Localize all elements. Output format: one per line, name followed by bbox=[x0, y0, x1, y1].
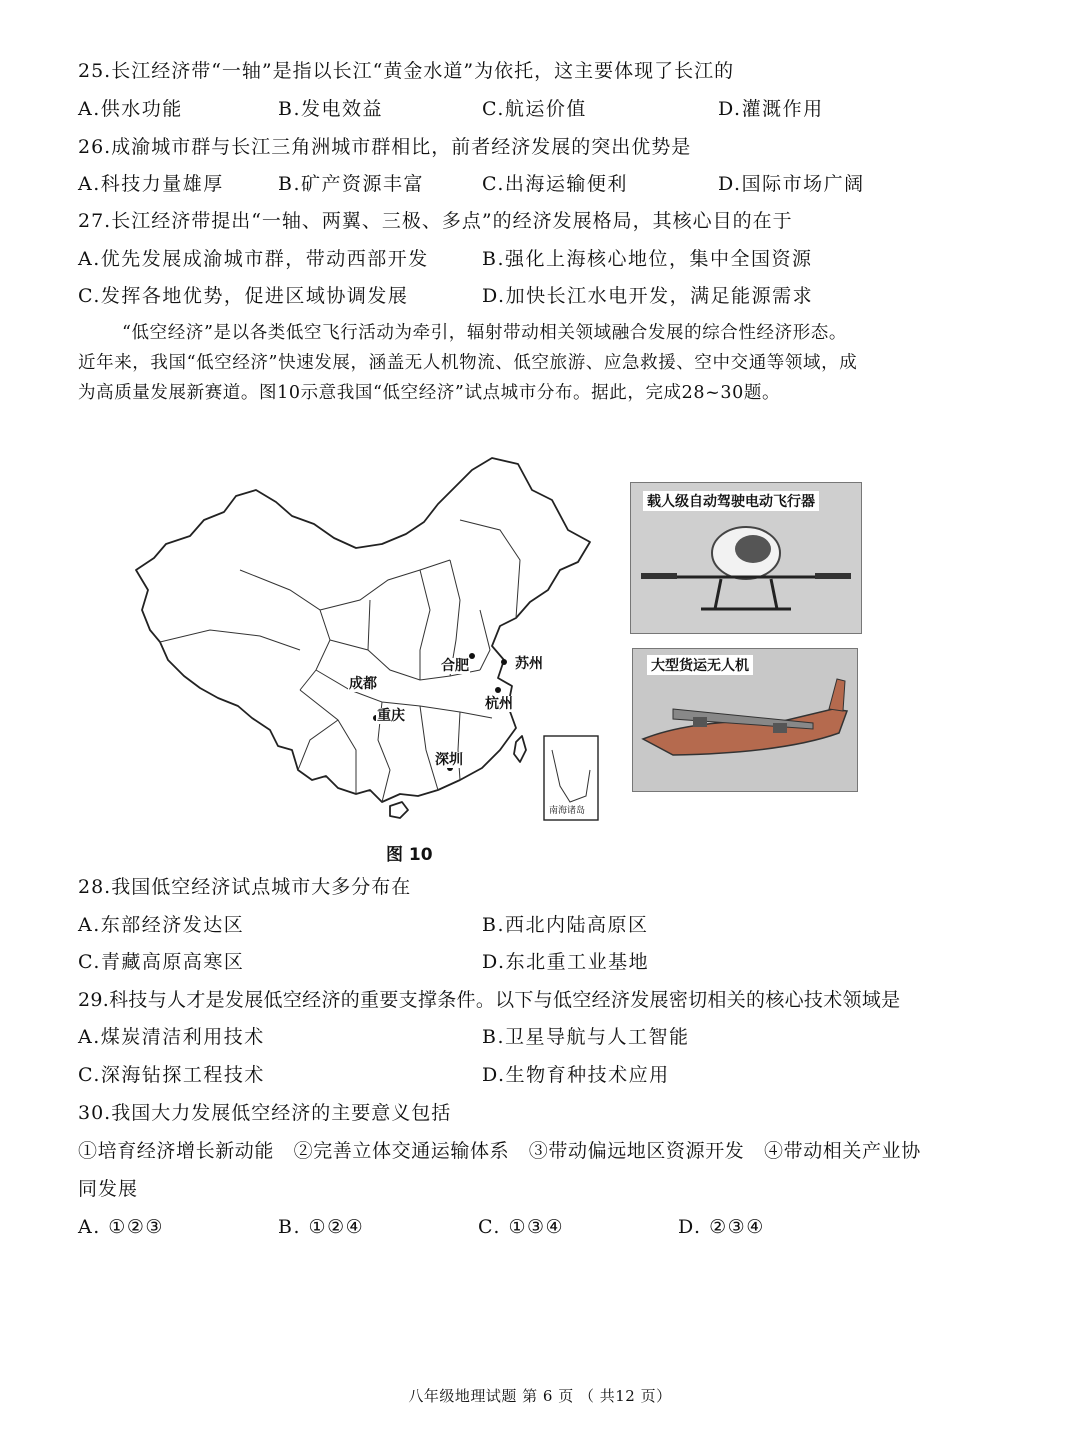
city-label-suzhou: 苏州 bbox=[515, 656, 543, 672]
q27-option-d: D.加快长江水电开发，满足能源需求 bbox=[482, 285, 814, 307]
q27-option-b: B.强化上海核心地位，集中全国资源 bbox=[482, 248, 813, 270]
q29-option-c: C.深海钻探工程技术 bbox=[78, 1064, 265, 1086]
q30-stem: 30.我国大力发展低空经济的主要意义包括 bbox=[78, 1102, 452, 1124]
city-label-chongqing: 重庆 bbox=[377, 708, 405, 724]
q26-option-c: C.出海运输便利 bbox=[482, 173, 628, 195]
q27-option-a: A.优先发展成渝城市群，带动西部开发 bbox=[78, 248, 429, 270]
q25-option-a: A.供水功能 bbox=[78, 98, 183, 120]
intro-line-3: 为高质量发展新赛道。图10示意我国“低空经济”试点城市分布。据此，完成28~30题。 bbox=[78, 383, 781, 403]
inset-label: 南海诸岛 bbox=[549, 806, 586, 816]
q28-option-c: C.青藏高原高寒区 bbox=[78, 951, 245, 973]
city-label-shenzhen: 深圳 bbox=[435, 752, 463, 768]
q30-option-a: A. ①②③ bbox=[78, 1216, 164, 1238]
q27-option-c: C.发挥各地优势，促进区域协调发展 bbox=[78, 285, 409, 307]
q26-option-b: B.矿产资源丰富 bbox=[278, 173, 425, 195]
q26-stem: 26.成渝城市群与长江三角洲城市群相比，前者经济发展的突出优势是 bbox=[78, 136, 692, 158]
q26-option-d: D.国际市场广阔 bbox=[718, 173, 865, 195]
q28-option-b: B.西北内陆高原区 bbox=[482, 914, 649, 936]
q28-stem: 28.我国低空经济试点城市大多分布在 bbox=[78, 876, 412, 898]
q25-stem: 25.长江经济带“一轴”是指以长江“黄金水道”为依托，这主要体现了长江的 bbox=[78, 60, 735, 82]
material-intro bbox=[78, 318, 958, 408]
q29-option-d: D.生物育种技术应用 bbox=[482, 1064, 670, 1086]
q25-option-c: C.航运价值 bbox=[482, 98, 587, 120]
q30-statements-line2: 同发展 bbox=[78, 1178, 139, 1200]
figure-caption: 图 10 bbox=[386, 845, 433, 865]
hainan-island bbox=[390, 802, 408, 818]
q25-option-d: D.灌溉作用 bbox=[718, 98, 824, 120]
photo2-label: 大型货运无人机 bbox=[647, 655, 753, 675]
figure-10 bbox=[120, 450, 880, 870]
intro-line-1: “低空经济”是以各类低空飞行活动为牵引，辐射带动相关领域融合发展的综合性经济形态。 bbox=[122, 323, 847, 343]
q28-option-a: A.东部经济发达区 bbox=[78, 914, 245, 936]
q27-stem: 27.长江经济带提出“一轴、两翼、三极、多点”的经济发展格局，其核心目的在于 bbox=[78, 210, 793, 232]
photo1-label: 载人级自动驾驶电动飞行器 bbox=[643, 491, 819, 511]
q29-stem: 29.科技与人才是发展低空经济的重要支撑条件。以下与低空经济发展密切相关的核心技术领域是 bbox=[78, 989, 901, 1011]
q29-option-b: B.卫星导航与人工智能 bbox=[482, 1026, 690, 1048]
page-footer: 八年级地理试题 第 6 页 （ 共12 页） bbox=[408, 1387, 672, 1405]
photo-evtol bbox=[630, 482, 862, 634]
q25-option-b: B.发电效益 bbox=[278, 98, 384, 120]
china-map bbox=[120, 450, 600, 835]
city-label-chengdu: 成都 bbox=[349, 676, 377, 692]
city-label-hefei: 合肥 bbox=[441, 658, 469, 674]
q26-option-a: A.科技力量雄厚 bbox=[78, 173, 224, 195]
city-label-hangzhou: 杭州 bbox=[485, 696, 513, 712]
photo-cargo-drone bbox=[632, 648, 858, 792]
q30-option-b: B. ①②④ bbox=[278, 1216, 365, 1238]
q30-option-c: C. ①③④ bbox=[478, 1216, 565, 1238]
taiwan-island bbox=[514, 736, 526, 762]
q29-option-a: A.煤炭清洁利用技术 bbox=[78, 1026, 265, 1048]
intro-line-2: 近年来，我国“低空经济”快速发展，涵盖无人机物流、低空旅游、应急救援、空中交通等领域，成 bbox=[78, 353, 858, 373]
q28-option-d: D.东北重工业基地 bbox=[482, 951, 650, 973]
q30-statements-line1: ①培育经济增长新动能 ②完善立体交通运输体系 ③带动偏远地区资源开发 ④带动相关产业协 bbox=[78, 1140, 921, 1162]
q30-option-d: D. ②③④ bbox=[678, 1216, 765, 1238]
